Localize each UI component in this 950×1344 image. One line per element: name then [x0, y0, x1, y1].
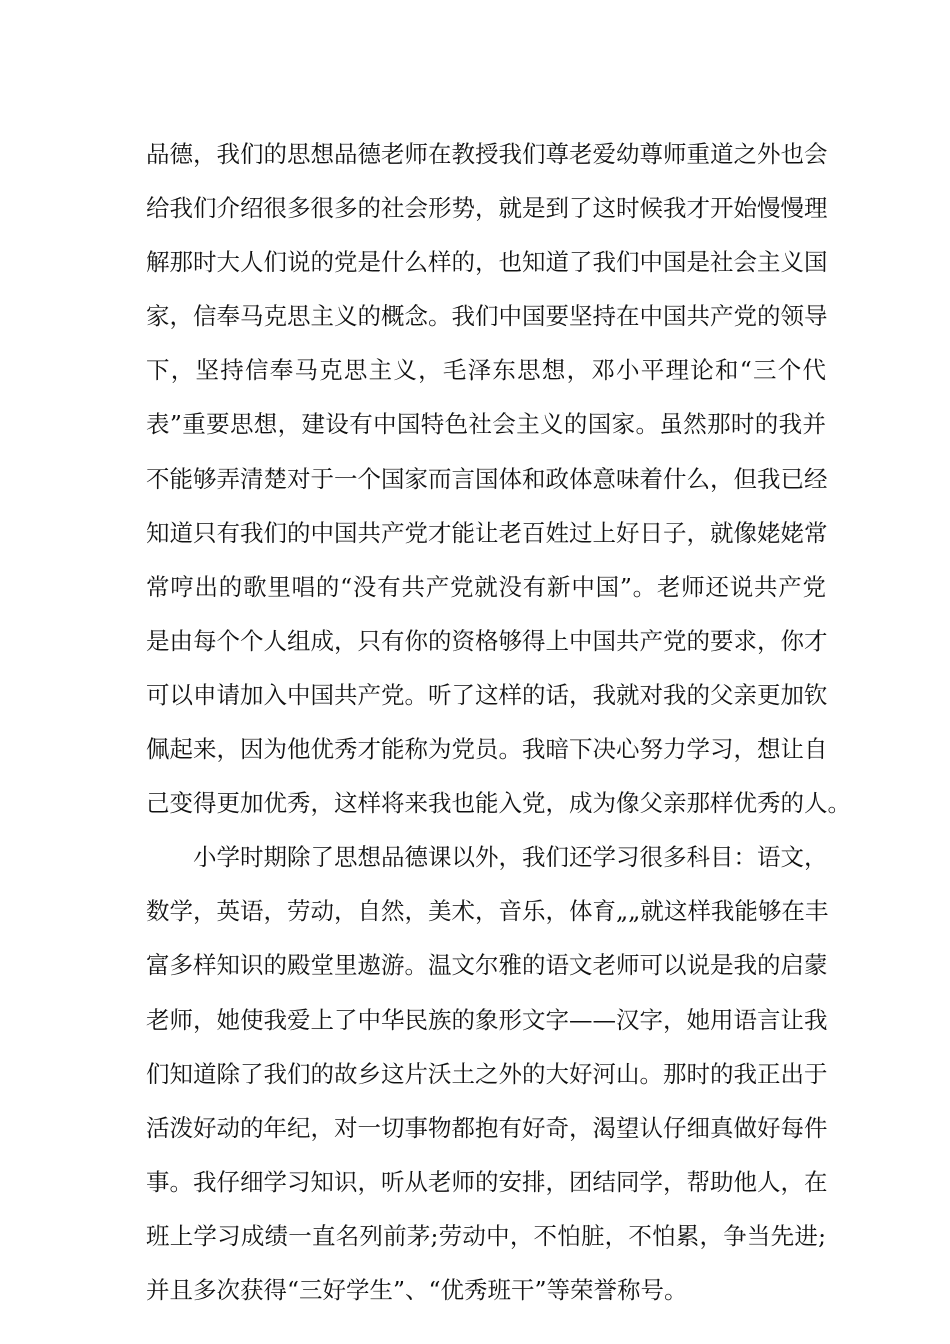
text-line: 活泼好动的年纪，对一切事物都抱有好奇，渴望认仔细真做好每件 — [146, 1113, 828, 1142]
text-line: 给我们介绍很多很多的社会形势，就是到了这时候我才开始慢慢理 — [146, 194, 828, 223]
text-line: 并且多次获得“三好学生”、“优秀班干”等荣誉称号。 — [146, 1275, 688, 1304]
text-line: 品德，我们的思想品德老师在教授我们尊老爱幼尊师重道之外也会 — [146, 140, 828, 168]
text-line: 下，坚持信奉马克思主义，毛泽东思想，邓小平理论和“三个代 — [146, 356, 826, 385]
body-text — [146, 127, 851, 1317]
text-line: 小学时期除了思想品德课以外，我们还学习很多科目：语文， — [193, 843, 828, 872]
text-line: 佩起来，因为他优秀才能称为党员。我暗下决心努力学习，想让自 — [146, 735, 828, 764]
text-line: 数学，英语，劳动，自然，美术，音乐，体育„„就这样我能够在丰 — [146, 897, 829, 926]
paragraph-1 — [146, 127, 851, 830]
text-line: 不能够弄清楚对于一个国家而言国体和政体意味着什么，但我已经 — [146, 464, 828, 493]
text-line: 是由每个个人组成，只有你的资格够得上中国共产党的要求，你才 — [146, 626, 828, 655]
text-line: 事。我仔细学习知识，听从老师的安排，团结同学，帮助他人，在 — [146, 1167, 828, 1196]
text-line: 知道只有我们的中国共产党才能让老百姓过上好日子，就像姥姥常 — [146, 518, 828, 547]
text-line: 老师，她使我爱上了中华民族的象形文字——汉字，她用语言让我 — [146, 1005, 828, 1034]
text-line: 富多样知识的殿堂里遨游。温文尔雅的语文老师可以说是我的启蒙 — [146, 951, 828, 980]
paragraph-2 — [146, 830, 829, 1317]
text-line: 们知道除了我们的故乡这片沃土之外的大好河山。那时的我正出于 — [146, 1059, 828, 1088]
text-line: 可以申请加入中国共产党。听了这样的话，我就对我的父亲更加钦 — [146, 680, 828, 709]
text-line: 班上学习成绩一直名列前茅;劳动中，不怕脏，不怕累，争当先进; — [146, 1221, 826, 1250]
text-line: 己变得更加优秀，这样将来我也能入党，成为像父亲那样优秀的人。 — [146, 789, 851, 818]
text-line: 常哼出的歌里唱的“没有共产党就没有新中国”。老师还说共产党 — [146, 572, 826, 601]
text-line: 表”重要思想，建设有中国特色社会主义的国家。虽然那时的我并 — [146, 410, 826, 439]
text-line: 家，信奉马克思主义的概念。我们中国要坚持在中国共产党的领导 — [146, 302, 828, 331]
text-line: 解那时大人们说的党是什么样的，也知道了我们中国是社会主义国 — [146, 248, 828, 277]
